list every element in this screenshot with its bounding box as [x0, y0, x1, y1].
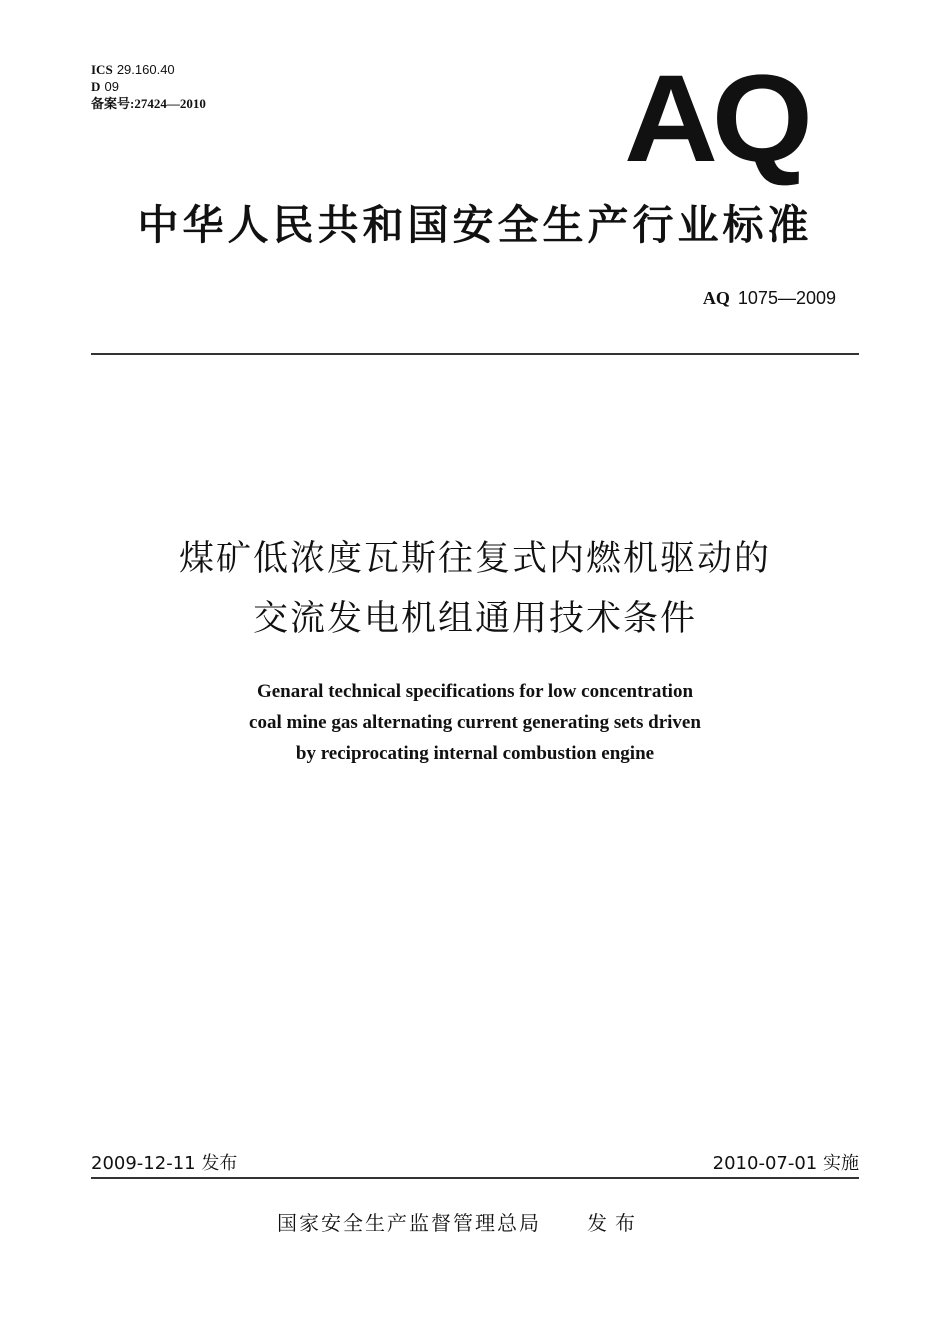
- english-title-line-1: Genaral technical specifications for low concentration: [256, 681, 694, 702]
- class-line: [91, 79, 206, 96]
- standard-type-title: 中华人民共和国安全生产行业标准: [137, 201, 813, 249]
- issue-date: 2009-12-11 发布: [91, 1153, 238, 1174]
- top-divider: [91, 353, 859, 355]
- class-label: D: [91, 79, 101, 94]
- english-title-line-3: by reciprocating internal combustion engine: [295, 743, 655, 764]
- standard-code: AQ: [702, 288, 730, 308]
- english-title: [0, 676, 950, 769]
- class-value: 09: [104, 79, 119, 94]
- aq-logo: AQ: [624, 50, 807, 188]
- classification-block: [91, 62, 206, 112]
- record-number: 备案号:27424—2010: [91, 96, 206, 111]
- standard-number: [703, 286, 836, 311]
- ics-value: 29.160.40: [116, 62, 175, 77]
- chinese-title-line-2: 交流发电机组通用技术条件: [252, 599, 697, 639]
- ics-line: [91, 62, 206, 79]
- english-title-line-2: coal mine gas alternating current generating sets driven: [249, 712, 701, 733]
- ics-label: ICS: [91, 62, 113, 77]
- effective-date: 2010-07-01 实施: [712, 1153, 859, 1174]
- chinese-title: [0, 533, 950, 645]
- issuer-name: 国家安全生产监督管理总局: [277, 1211, 541, 1235]
- bottom-divider: [91, 1177, 859, 1179]
- standard-num: 1075—2009: [737, 288, 836, 308]
- issuer-line: [277, 1209, 643, 1237]
- issuer-action: 发布: [587, 1211, 643, 1235]
- chinese-title-line-1: 煤矿低浓度瓦斯往复式内燃机驱动的: [178, 539, 771, 579]
